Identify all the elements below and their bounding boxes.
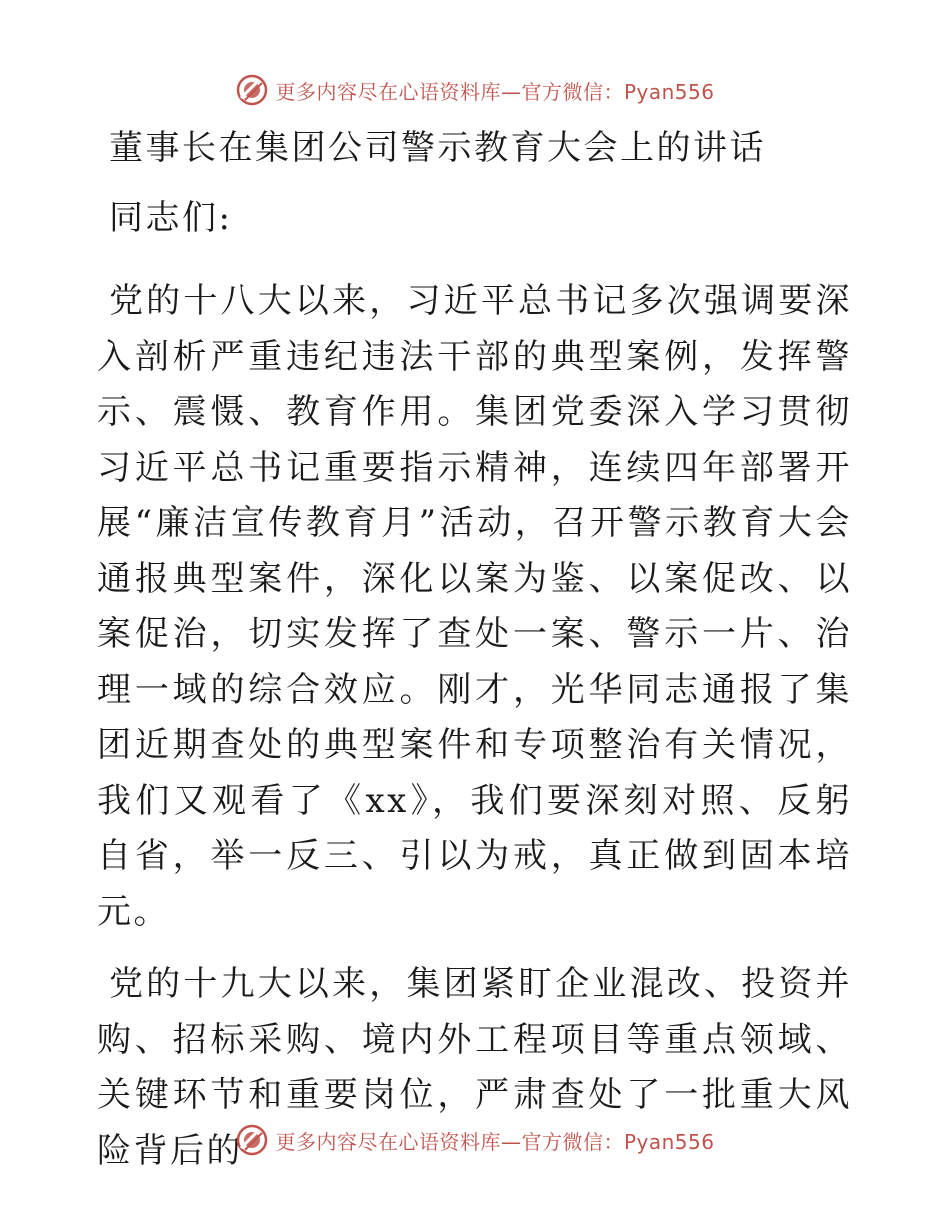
greeting: 同志们:: [109, 198, 233, 238]
watermark-text: 更多内容尽在心语资料库—官方微信：Pyan556: [275, 1129, 715, 1154]
seal-logo-icon: [235, 73, 269, 107]
document-title: 董事长在集团公司警示教育大会上的讲话: [109, 128, 766, 168]
watermark-text: 更多内容尽在心语资料库—官方微信：Pyan556: [275, 79, 715, 104]
footer-watermark: [0, 1120, 950, 1160]
paragraph-2: 党的十九大以来，集团紧盯企业混改、投资并购、招标采购、境内外工程项目等重点领域、关键环节和重要岗位，严肃查处了一批重大风险背后的: [97, 964, 852, 1171]
seal-logo-icon: [235, 1123, 269, 1157]
paragraph-1: 党的十八大以来，习近平总书记多次强调要深入剖析严重违纪违法干部的典型案例，发挥警示、震慑、教育作用。集团党委深入学习贯彻习近平总书记重要指示精神，连续四年部署开展“廉洁宣传教育月”活动，召开警示教育大会通报典型案件，深化以案为鉴、以案促改、以案促治，切实发挥了查处一案、警示一片、治理一域的综合效应。刚才，光华同志通报了集团近期查处的典型案件和专项整治有关情况，我们又观看了《xx》，我们要深刻对照、反躬自省，举一反三、引以为戒，真正做到固本培元。: [97, 281, 852, 932]
document-body: [97, 128, 852, 1179]
header-watermark: [0, 70, 950, 110]
